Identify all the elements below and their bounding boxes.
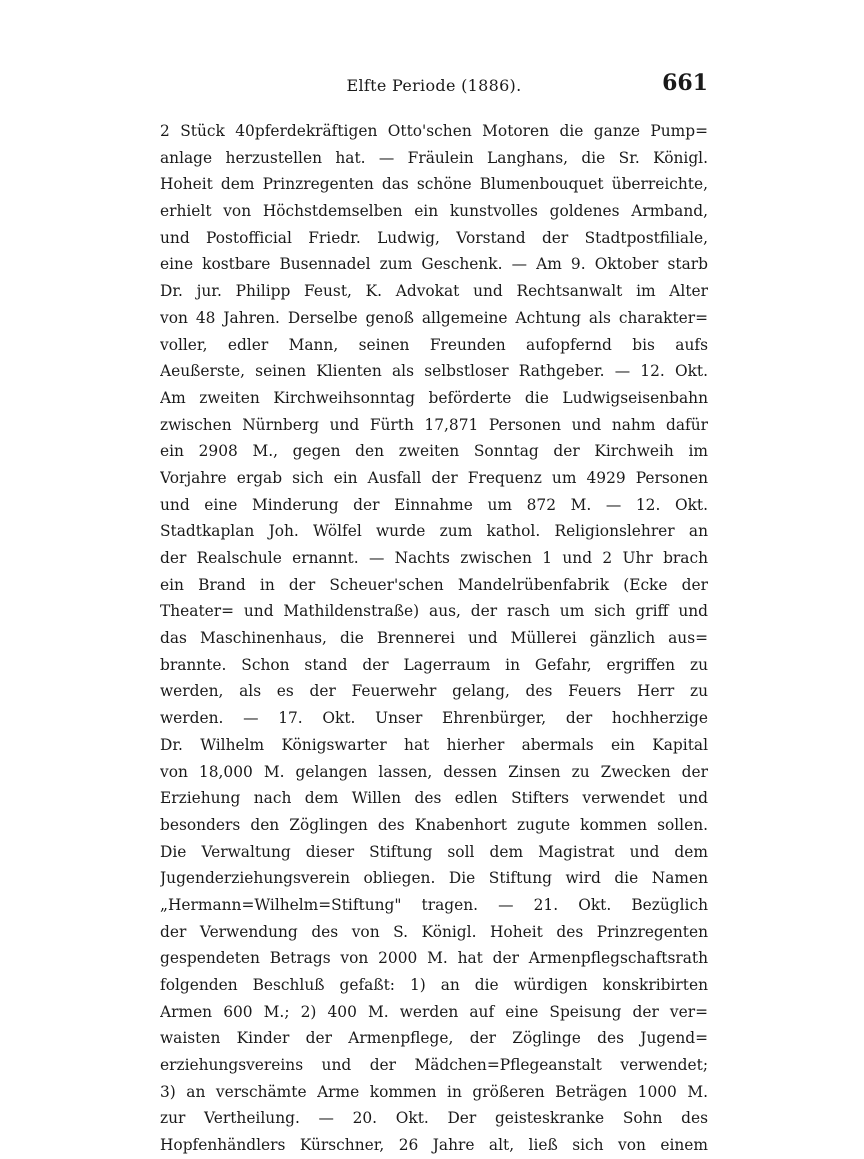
text-line: Theater= und Mathildenstraße) aus, der rasch um sich griff und	[160, 602, 708, 621]
text-line: der Realschule ernannt. — Nachts zwischen 1 und 2 Uhr brach	[160, 549, 708, 567]
text-line: und eine Minderung der Einnahme um 872 M. — 12. Okt.	[160, 495, 708, 514]
text-line: der Verwendung des von S. Königl. Hoheit des Prinzregenten	[160, 922, 708, 941]
text-line: gespendeten Betrags von 2000 M. hat der Armenpflegschaftsrath	[160, 949, 708, 968]
text-line: „Hermann=Wilhelm=Stiftung" tragen. — 21. Okt. Bezüglich	[160, 895, 708, 914]
text-line: Aeußerste, seinen Klienten als selbstloser Rathgeber. — 12. Okt.	[160, 362, 708, 381]
text-line: ein Brand in der Scheuer'schen Mandelrübenfabrik (Ecke der	[160, 575, 708, 594]
text-line: voller, edler Mann, seinen Freunden aufopfernd bis aufs	[160, 335, 708, 354]
text-line: Die Verwaltung dieser Stiftung soll dem Magistrat und dem	[160, 842, 708, 861]
body-text	[160, 118, 708, 1159]
text-line: ein 2908 M., gegen den zweiten Sonntag der Kirchweih im	[160, 442, 708, 461]
text-line: Erziehung nach dem Willen des edlen Stifters verwendet und	[160, 789, 708, 808]
text-line: zur Vertheilung. — 20. Okt. Der geisteskranke Sohn des	[160, 1109, 708, 1128]
text-line: Vorjahre ergab sich ein Ausfall der Frequenz um 4929 Personen	[160, 468, 708, 487]
text-line: 3) an verschämte Arme kommen in größeren Beträgen 1000 M.	[160, 1082, 708, 1101]
text-line: 2 Stück 40pferdekräftigen Otto'schen Motoren die ganze Pump=	[160, 122, 708, 140]
text-line: von 18,000 M. gelangen lassen, dessen Zinsen zu Zwecken der	[160, 762, 708, 781]
text-line: Hopfenhändlers Kürschner, 26 Jahre alt, ließ sich von einem	[160, 1136, 708, 1155]
text-line: zwischen Nürnberg und Fürth 17,871 Personen und nahm dafür	[160, 415, 708, 434]
text-line: besonders den Zöglingen des Knabenhort zugute kommen sollen.	[160, 815, 708, 834]
text-line: erziehungsvereins und der Mädchen=Pflegeanstalt verwendet;	[160, 1056, 708, 1075]
running-head: Elfte Periode (1886).	[346, 76, 522, 95]
text-line: Dr. Wilhelm Königswarter hat hierher abermals ein Kapital	[160, 735, 708, 754]
text-line: und Postofficial Friedr. Ludwig, Vorstand der Stadtpostfiliale,	[160, 228, 708, 247]
text-line: waisten Kinder der Armenpflege, der Zöglinge des Jugend=	[160, 1029, 708, 1048]
text-line: anlage herzustellen hat. — Fräulein Langhans, die Sr. Königl.	[160, 148, 708, 167]
text-line: werden. — 17. Okt. Unser Ehrenbürger, der hochherzige	[160, 709, 708, 728]
text-line: eine kostbare Busennadel zum Geschenk. — Am 9. Oktober starb	[160, 255, 708, 274]
text-line: erhielt von Höchstdemselben ein kunstvolles goldenes Armband,	[160, 202, 708, 221]
text-line: von 48 Jahren. Derselbe genoß allgemeine Achtung als charakter=	[160, 308, 708, 327]
text-line: brannte. Schon stand der Lagerraum in Gefahr, ergriffen zu	[160, 655, 708, 674]
text-line: das Maschinenhaus, die Brennerei und Müllerei gänzlich aus=	[160, 629, 708, 648]
text-line: Hoheit dem Prinzregenten das schöne Blumenbouquet überreichte,	[160, 175, 708, 194]
text-line: Stadtkaplan Joh. Wölfel wurde zum kathol. Religionslehrer an	[160, 522, 708, 541]
page-header	[160, 70, 708, 102]
text-line: Am zweiten Kirchweihsonntag beförderte die Ludwigseisenbahn	[160, 388, 708, 407]
text-line: folgenden Beschluß gefaßt: 1) an die würdigen konskribirten	[160, 976, 708, 994]
page-number: 661	[662, 70, 708, 96]
text-line: werden, als es der Feuerwehr gelang, des Feuers Herr zu	[160, 682, 708, 701]
text-line: Armen 600 M.; 2) 400 M. werden auf eine Speisung der ver=	[160, 1002, 708, 1021]
text-line: Jugenderziehungsverein obliegen. Die Stiftung wird die Namen	[160, 869, 708, 888]
text-line: Dr. jur. Philipp Feust, K. Advokat und Rechtsanwalt im Alter	[160, 282, 708, 301]
